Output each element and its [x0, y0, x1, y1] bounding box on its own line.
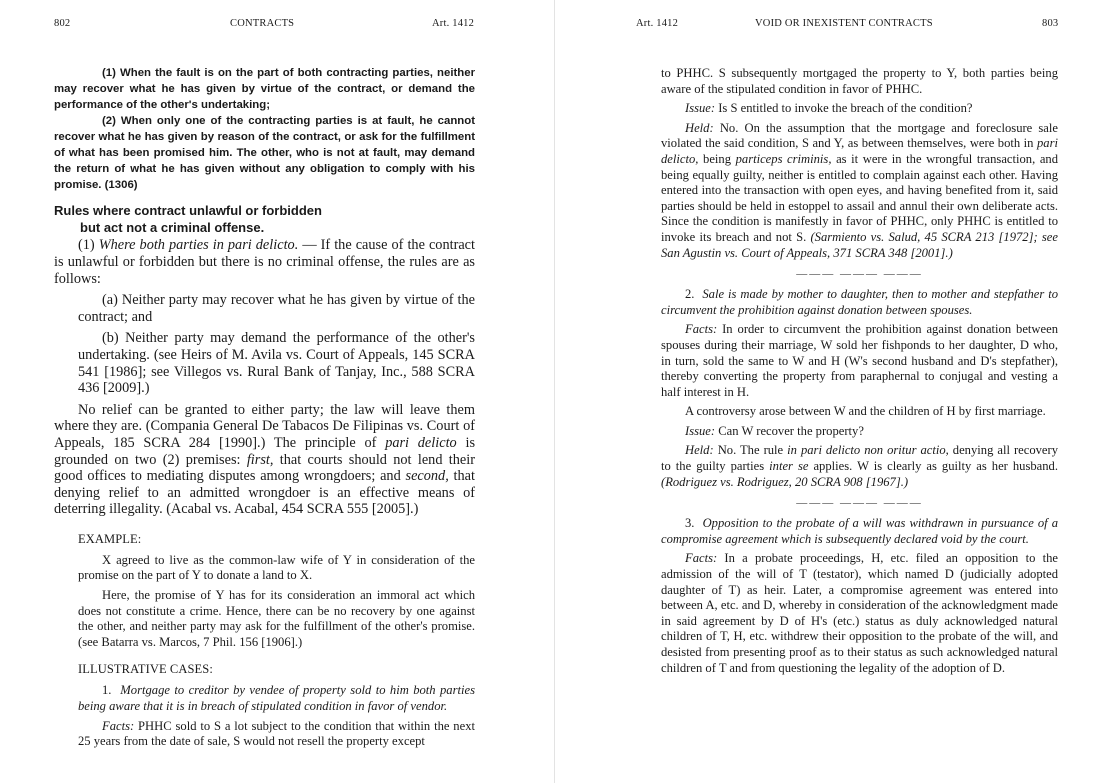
left-page-number: 802: [54, 18, 71, 29]
case-1-title: 1. Mortgage to creditor by vendee of property sold to him both parties being aware that it is in breach of stipulated condition in favor of vendor.: [78, 683, 475, 714]
code-paragraph-1: (1) When the fault is on the part of both contracting parties, neither may recover what he has given by virtue of the contract, or demand the performance of the other's undertaking;: [54, 67, 475, 111]
right-article-ref: Art. 1412: [636, 18, 679, 29]
example-label: EXAMPLE:: [78, 531, 142, 546]
left-running-title: CONTRACTS: [230, 18, 295, 29]
left-text-column: [54, 66, 475, 750]
case-2-facts: Facts: In order to circumvent the prohibition against donation between spouses during their marriage, W sold her fishponds to her daughter, D who, in turn, sold the same to W and H (W's second husband and D's stepfather), thereby converting the property from paraphernal to conjugal and vesting a half interest in H.: [661, 322, 1058, 399]
case-3-facts: Facts: In a probate proceedings, H, etc. filed an opposition to the admission of the will of T (testator), which named D (judicially adopted daughter of T) as heir. Later, a compromise agreement was entered into between A, etc. and D, whereby in consideration of the acknowledgment made in said agreement by D of H's (etc.) status as duly acknowledged natural children of T, H, etc. withdrew their opposition to the probate of the will, and desisted from presenting proof as to their status as such acknowledged natural children of T and from questioning the legality of the adoption of D.: [661, 551, 1058, 675]
case-3-title: 3. Opposition to the probate of a will was withdrawn in pursuance of a compromise agreement which is subsequently declared void by the court.: [661, 516, 1058, 546]
case-1-issue: Issue: Is S entitled to invoke the breach of the condition?: [685, 101, 973, 116]
rule-paragraph-1: (1) Where both parties in pari delicto. — If the cause of the contract is unlawful or forbidden but there is no criminal offense, the rules are as follows:: [54, 237, 475, 287]
separator-2: ——— ——— ———: [796, 497, 923, 510]
right-text-column: [661, 66, 1058, 676]
heading-line-1: Rules where contract unlawful or forbidden: [54, 203, 322, 219]
case-2-title: 2. Sale is made by mother to daughter, then to mother and stepfather to circumvent the prohibition against donation between spouses.: [661, 287, 1058, 317]
left-page: [0, 0, 554, 783]
case-2-issue: Issue: Can W recover the property?: [685, 423, 864, 438]
case-1-continued: to PHHC. S subsequently mortgaged the property to Y, both parties being aware of the stipulated condition in favor of PHHC.: [661, 66, 1058, 96]
case-2-controversy: A controversy arose between W and the children of H by first marriage.: [685, 404, 1046, 419]
example-paragraph-2: Here, the promise of Y has for its consideration an immoral act which does not constitute a crime. Hence, there can be no recovery by one against the other, and neither party may ask for the fulfillment of the other's promise. (see Batarra vs. Marcos, 7 Phil. 156 [1906].): [78, 588, 475, 649]
rule-paragraph-2: No relief can be granted to either party; the law will leave them where they are. (Compania General De Tabacos De Filipinas vs. Court of Appeals, 185 SCRA 284 [1990].) The principle of pari delicto is grounded on two (2) premises: first, that courts should not lend their good offices to mediating disputes among wrongdoers; and second, that denying relief to an admitted wrongdoer is an effective means of deterring illegality. (Acabal vs. Acabal, 454 SCRA 555 [2005].): [54, 401, 476, 518]
case-2-held: Held: No. The rule in pari delicto non oritur actio, denying all recovery to the guilty parties inter se applies. W is clearly as guilty as her husband. (Rodriguez vs. Rodriguez, 20 SCRA 908 [1967].): [661, 443, 1058, 489]
right-page: [555, 0, 1109, 783]
rule-item-a: (a) Neither party may recover what he has given by virtue of the contract; and: [78, 292, 475, 325]
right-running-title: VOID OR INEXISTENT CONTRACTS: [755, 18, 933, 29]
separator-1: ——— ——— ———: [796, 268, 923, 281]
case-1-held: Held: No. On the assumption that the mortgage and foreclosure sale violated the said condition, S and Y, as between themselves, were both in pari delicto, being particeps criminis, as it were in the wrongful transaction, and being equally guilty, neither is entitled to complain against each other. Having entered into the transaction with open eyes, and having benefited from it, said parties should be held in estoppel to assail and annul their own deliberate acts. Since the condition is manifestly in favor of PHHC, only PHHC is entitled to invoke its breach and not S. (Sarmiento vs. Salud, 45 SCRA 213 [1972]; see San Agustin vs. Court of Appeals, 371 SCRA 348 [2001].): [661, 120, 1059, 260]
section-heading: [54, 203, 475, 236]
left-article-ref: Art. 1412: [432, 18, 475, 29]
rule-item-b: (b) Neither party may demand the performance of the other's undertaking. (see Heirs of M. Avila vs. Court of Appeals, 145 SCRA 541 [1986]; see Villegos vs. Rural Bank of Tanjay, Inc., 588 SCRA 436 [2009].): [78, 330, 475, 397]
case-1-facts: Facts: PHHC sold to S a lot subject to the condition that within the next 25 years from the date of sale, S would not resell the property except: [78, 718, 475, 749]
example-paragraph-1: X agreed to live as the common-law wife of Y in consideration of the promise on the part of Y to donate a land to X.: [78, 552, 475, 583]
right-page-number: 803: [1042, 18, 1059, 29]
heading-line-2: but act not a criminal offense.: [80, 219, 265, 235]
cases-label: ILLUSTRATIVE CASES:: [78, 662, 213, 677]
code-paragraph-2: (2) When only one of the contracting parties is at fault, he cannot recover what he has given by reason of the contract, or ask for the fulfillment of what has been promised him. The other, who is not at fault, may demand the return of what he has given without any obligation to comply with his promise. (1306): [54, 115, 475, 191]
